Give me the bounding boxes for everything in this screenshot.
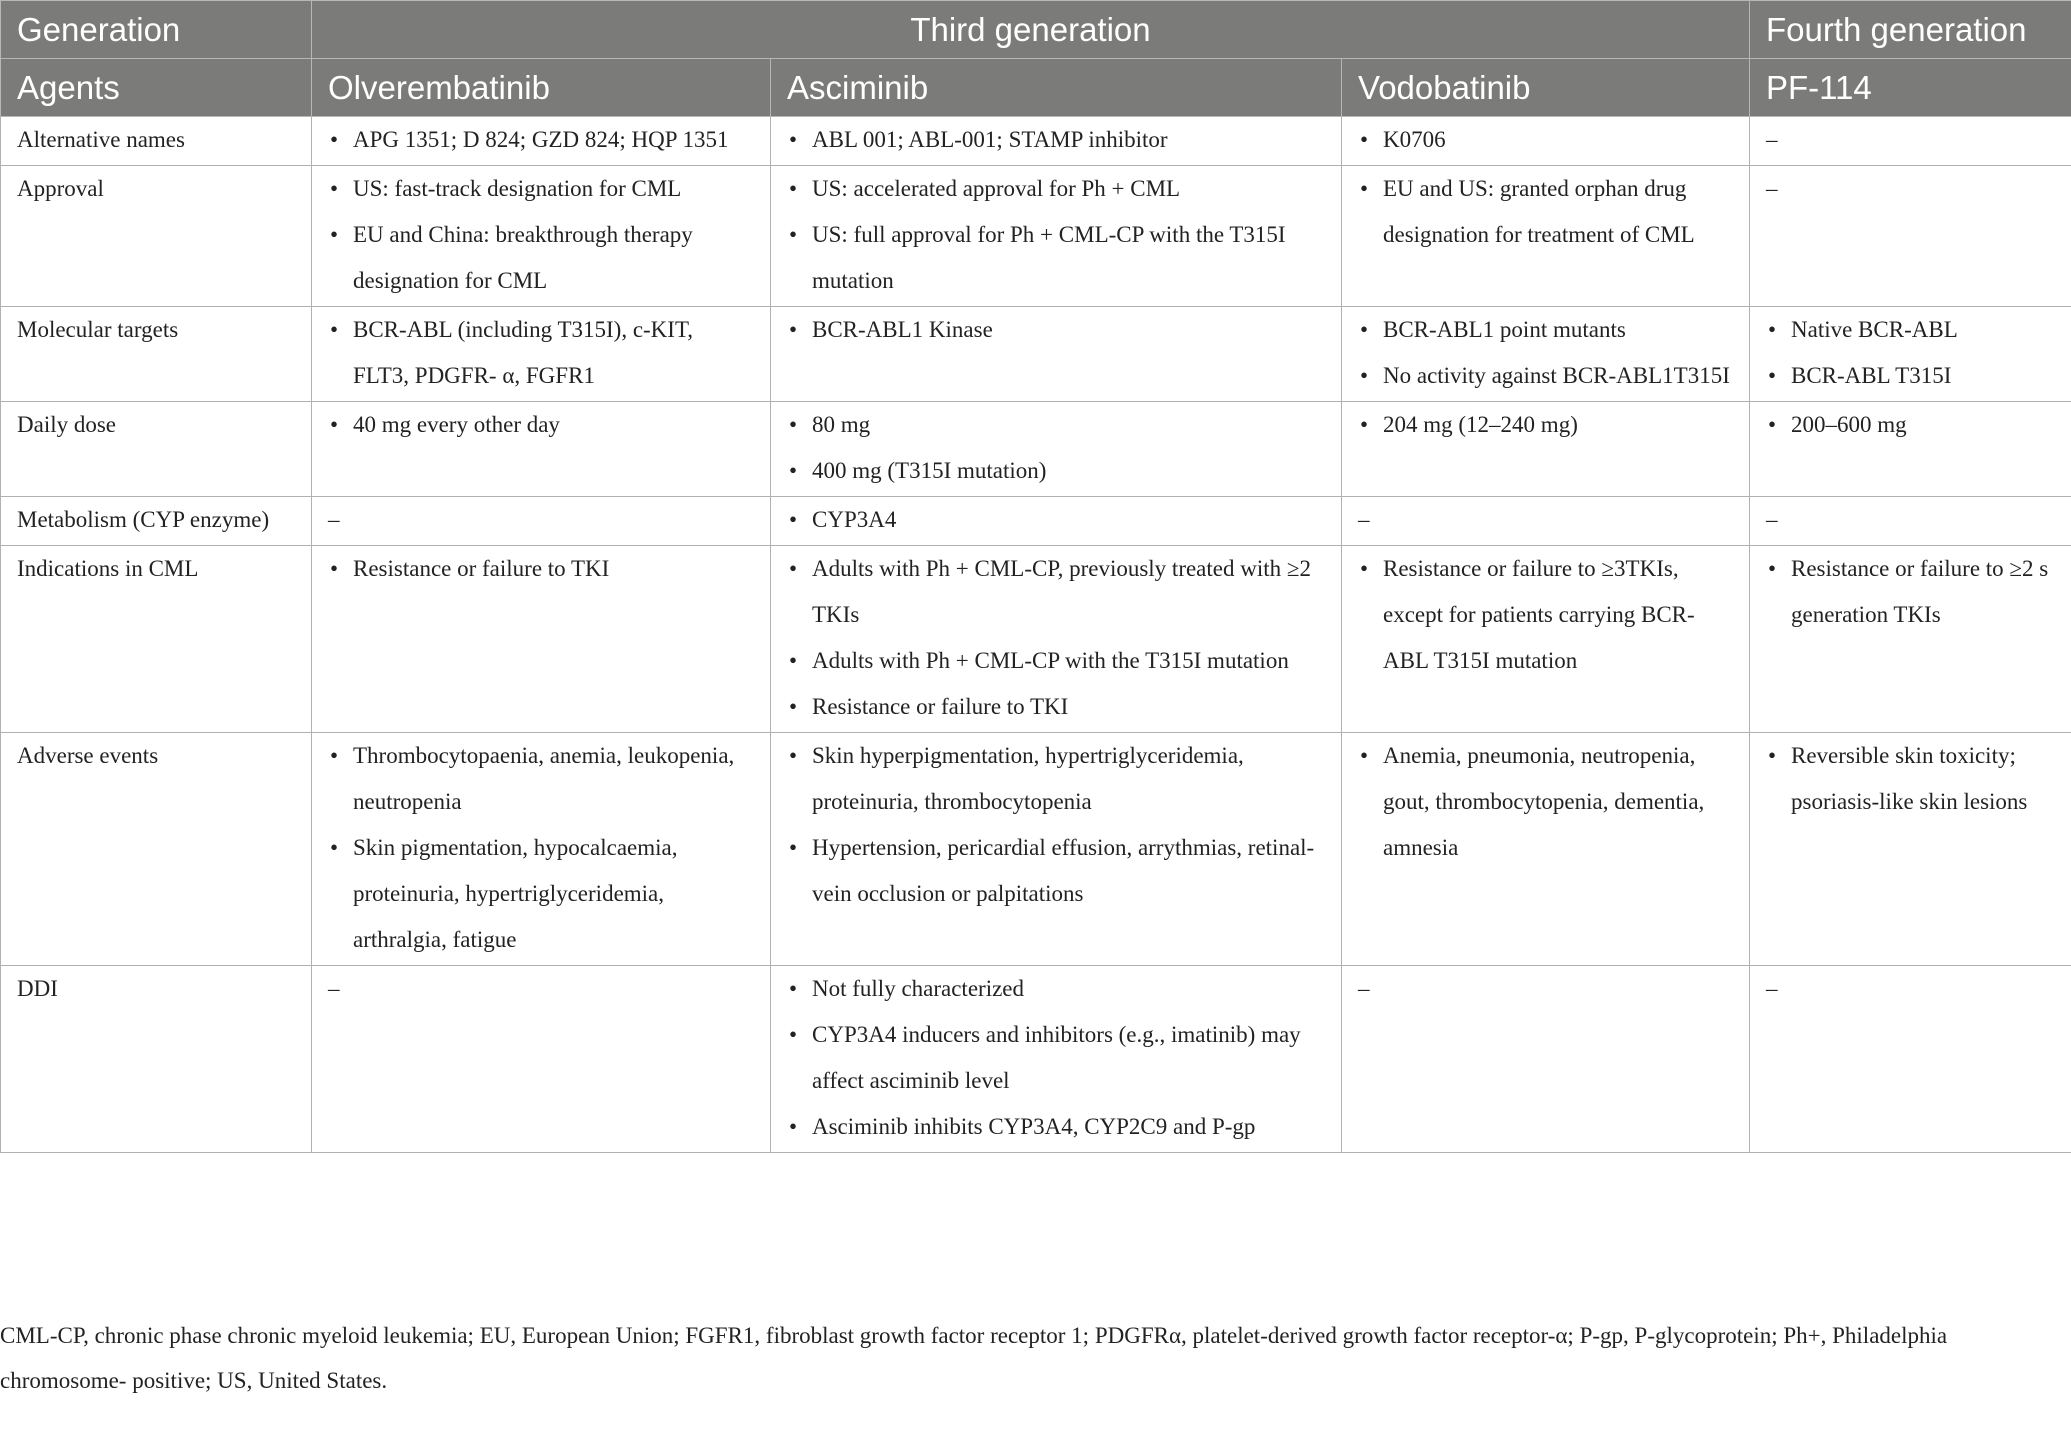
table-cell: – [1750, 966, 2071, 1153]
list-item: • 80 mg [787, 402, 1325, 448]
list-item: • 400 mg (T315I mutation) [787, 448, 1325, 494]
table-cell [312, 307, 771, 402]
list-item: • Skin pigmentation, hypocalcaemia, proteinuria, hypertriglyceridemia, arthralgia, fatigue [328, 825, 754, 963]
list-item: • Native BCR-ABL [1766, 307, 2055, 353]
list-item: • Resistance or failure to ≥2 s generation TKIs [1766, 546, 2055, 638]
list-item: • Skin hyperpigmentation, hypertriglyceridemia, proteinuria, thrombocytopenia [787, 733, 1325, 825]
list-item: • Reversible skin toxicity; psoriasis-like skin lesions [1766, 733, 2055, 825]
table-cell [771, 733, 1342, 966]
row-label: Daily dose [1, 402, 312, 497]
list-item: • K0706 [1358, 117, 1733, 163]
table-row [1, 307, 2071, 402]
table-cell [771, 117, 1342, 166]
list-item: • BCR-ABL1 Kinase [787, 307, 1325, 353]
agent-header-pf114: PF-114 [1750, 59, 2071, 117]
list-item: • Anemia, pneumonia, neutropenia, gout, thrombocytopenia, dementia, amnesia [1358, 733, 1733, 871]
table-cell [1750, 307, 2071, 402]
list-item: • US: fast-track designation for CML [328, 166, 754, 212]
table-cell [312, 733, 771, 966]
list-item: • BCR-ABL T315I [1766, 353, 2055, 399]
table-row [1, 166, 2071, 307]
generation-header: Generation [1, 1, 312, 59]
list-item: • CYP3A4 [787, 497, 1325, 543]
list-item: • Not fully characterized [787, 966, 1325, 1012]
list-item: • ABL 001; ABL-001; STAMP inhibitor [787, 117, 1325, 163]
table-cell: – [1750, 117, 2071, 166]
agent-header-olverembatinib: Olverembatinib [312, 59, 771, 117]
list-item: • EU and China: breakthrough therapy designation for CML [328, 212, 754, 304]
table-cell [1342, 402, 1750, 497]
list-item: • BCR-ABL (including T315I), c-KIT, FLT3, PDGFR- α, FGFR1 [328, 307, 754, 399]
list-item: • Adults with Ph + CML-CP, previously treated with ≥2 TKIs [787, 546, 1325, 638]
agents-header-row [1, 59, 2071, 117]
table-cell: – [312, 497, 771, 546]
agents-header: Agents [1, 59, 312, 117]
table-row [1, 117, 2071, 166]
table-cell [771, 166, 1342, 307]
agent-header-asciminib: Asciminib [771, 59, 1342, 117]
list-item: • 204 mg (12–240 mg) [1358, 402, 1733, 448]
row-label: Molecular targets [1, 307, 312, 402]
table-cell: – [1342, 966, 1750, 1153]
table-row [1, 546, 2071, 733]
table-cell [1342, 117, 1750, 166]
list-item: • CYP3A4 inducers and inhibitors (e.g., imatinib) may affect asciminib level [787, 1012, 1325, 1104]
fourth-generation-header: Fourth generation [1750, 1, 2071, 59]
list-item: • Resistance or failure to TKI [328, 546, 754, 592]
table-row [1, 497, 2071, 546]
list-item: • US: full approval for Ph + CML-CP with the T315I mutation [787, 212, 1325, 304]
list-item: • Resistance or failure to TKI [787, 684, 1325, 730]
table-cell [1342, 733, 1750, 966]
row-label: Indications in CML [1, 546, 312, 733]
table-cell: – [312, 966, 771, 1153]
table-cell [312, 402, 771, 497]
table-cell: – [1750, 497, 2071, 546]
list-item: • US: accelerated approval for Ph + CML [787, 166, 1325, 212]
generation-header-row [1, 1, 2071, 59]
row-label: Approval [1, 166, 312, 307]
table-row [1, 966, 2071, 1153]
list-item: • Adults with Ph + CML-CP with the T315I mutation [787, 638, 1325, 684]
list-item: • Hypertension, pericardial effusion, arrythmias, retinal-vein occlusion or palpitations [787, 825, 1325, 917]
table-cell [312, 546, 771, 733]
table-cell [771, 497, 1342, 546]
table-cell [1750, 546, 2071, 733]
list-item: • EU and US: granted orphan drug designation for treatment of CML [1358, 166, 1733, 258]
list-item: • Thrombocytopaenia, anemia, leukopenia, neutropenia [328, 733, 754, 825]
row-label: Adverse events [1, 733, 312, 966]
table-row [1, 402, 2071, 497]
table-cell [771, 546, 1342, 733]
list-item: • APG 1351; D 824; GZD 824; HQP 1351 [328, 117, 754, 163]
table-cell [1342, 546, 1750, 733]
list-item: • 40 mg every other day [328, 402, 754, 448]
row-label: DDI [1, 966, 312, 1153]
list-item: • Resistance or failure to ≥3TKIs, except for patients carrying BCR-ABL T315I mutation [1358, 546, 1733, 684]
table-cell: – [1342, 497, 1750, 546]
list-item: • Asciminib inhibits CYP3A4, CYP2C9 and P-gp [787, 1104, 1325, 1150]
table-row [1, 733, 2071, 966]
table-cell [1342, 166, 1750, 307]
table-cell [312, 166, 771, 307]
table-cell [771, 966, 1342, 1153]
table-cell [1750, 402, 2071, 497]
agent-header-vodobatinib: Vodobatinib [1342, 59, 1750, 117]
row-label: Alternative names [1, 117, 312, 166]
list-item: • No activity against BCR-ABL1T315I [1358, 353, 1733, 399]
table-cell: – [1750, 166, 2071, 307]
table-cell [312, 117, 771, 166]
table-footnote: CML-CP, chronic phase chronic myeloid leukemia; EU, European Union; FGFR1, fibroblast growth factor receptor 1; PDGFRα, platelet-derived growth factor receptor-α; P-gp, P-glycoprotein; Ph+, Philadelphia chromosome- positive; US, United States. [0, 1323, 1948, 1393]
table-cell [771, 307, 1342, 402]
table-cell [771, 402, 1342, 497]
table-cell [1342, 307, 1750, 402]
table-cell [1750, 733, 2071, 966]
list-item: • 200–600 mg [1766, 402, 2055, 448]
list-item: • BCR-ABL1 point mutants [1358, 307, 1733, 353]
third-generation-header: Third generation [312, 1, 1750, 59]
row-label: Metabolism (CYP enzyme) [1, 497, 312, 546]
